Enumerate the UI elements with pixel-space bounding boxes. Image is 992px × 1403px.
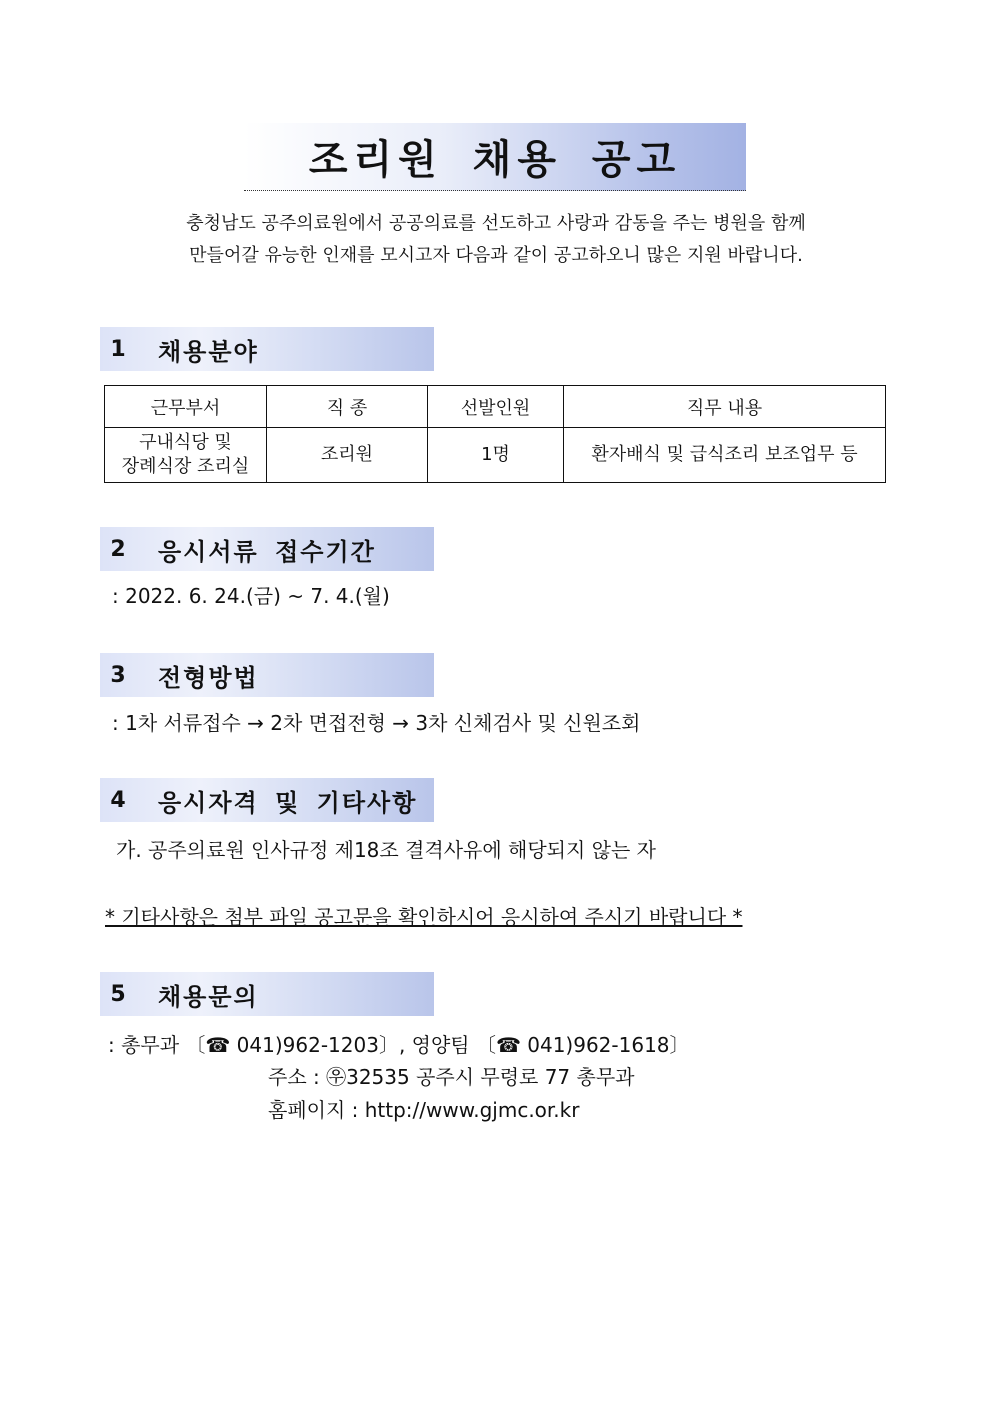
section-title: 전형방법 (158, 663, 259, 692)
table-cell-job: 조리원 (267, 428, 428, 483)
section-header-2 (100, 527, 434, 571)
section-title: 채용분야 (158, 337, 259, 366)
section-number: 3 (110, 662, 126, 688)
table-header-cell: 직무 내용 (564, 386, 886, 428)
attachment-notice: * 기타사항은 첨부 파일 공고문을 확인하시어 응시하여 주시기 바랍니다 * (105, 905, 743, 929)
section-title: 응시자격 및 기타사항 (158, 788, 418, 817)
table-row (105, 428, 886, 483)
section-title: 채용문의 (158, 982, 259, 1011)
table-cell-duty: 환자배식 및 급식조리 보조업무 등 (564, 428, 886, 483)
intro-line-2: 만들어갈 유능한 인재를 모시고자 다음과 같이 공고하오니 많은 지원 바랍니다. (189, 245, 803, 266)
table-header-row (105, 386, 886, 428)
section-number: 5 (110, 981, 126, 1007)
intro-line-1: 충청남도 공주의료원에서 공공의료를 선도하고 사랑과 감동을 주는 병원을 함께 (186, 213, 806, 234)
section-header-5 (100, 972, 434, 1016)
dept-line-2: 장례식장 조리실 (121, 456, 250, 477)
section-title: 응시서류 접수기간 (158, 537, 376, 566)
page-title: 조리원 채용 공고 (308, 137, 682, 183)
table-cell-dept (105, 428, 267, 483)
table-header-cell: 선발인원 (428, 386, 564, 428)
dept-line-1: 구내식당 및 (139, 432, 232, 453)
section-header-1 (100, 327, 434, 371)
recruitment-table (104, 385, 886, 483)
table-cell-count: 1명 (428, 428, 564, 483)
contact-homepage: 홈페이지 : http://www.gjmc.or.kr (268, 1098, 580, 1122)
contact-address: 주소 : ㉾32535 공주시 무령로 77 총무과 (268, 1065, 635, 1089)
section-number: 2 (110, 536, 126, 562)
section-header-3 (100, 653, 434, 697)
intro-paragraph (100, 208, 892, 272)
section-number: 4 (110, 787, 126, 813)
application-period: : 2022. 6. 24.(금) ~ 7. 4.(월) (112, 584, 390, 608)
qualification-item: 가. 공주의료원 인사규정 제18조 결격사유에 해당되지 않는 자 (116, 838, 656, 862)
table-header-cell: 직 종 (267, 386, 428, 428)
section-header-4 (100, 778, 434, 822)
table-header-cell: 근무부서 (105, 386, 267, 428)
section-number: 1 (110, 336, 126, 362)
selection-process: : 1차 서류접수 → 2차 면접전형 → 3차 신체검사 및 신원조회 (112, 711, 641, 735)
contact-phones: : 총무과 〔☎ 041)962-1203〕, 영양팀 〔☎ 041)962-1618〕 (108, 1033, 690, 1057)
title-banner (244, 123, 746, 191)
